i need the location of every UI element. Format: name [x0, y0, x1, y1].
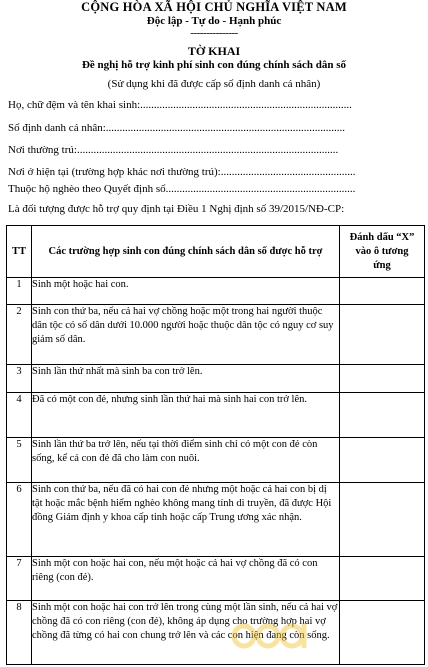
row-text: Sinh một con hoặc hai con trở lên trong cùng một lần sinh, nếu cả hai vợ chồng đã có con riêng (con đẻ), không áp dụng cho trường hợp hai vợ chồng đã từng có hai con chung trở lên và các con hiện đang còn sống.	[32, 601, 340, 665]
row-text: Đã có một con đẻ, nhưng sinh lần thứ hai mà sinh hai con trở lên.	[32, 393, 340, 438]
national-motto: Độc lập - Tự do - Hạnh phúc	[146, 15, 282, 27]
row-text: Sinh lần thứ nhất mà sinh ba con trở lên.	[32, 365, 340, 393]
national-name: CỘNG HÒA XÃ HỘI CHỦ NGHĨA VIỆT NAM	[81, 0, 347, 14]
row-number: 6	[7, 483, 32, 557]
table-row	[7, 557, 425, 601]
row-number: 7	[7, 557, 32, 601]
field-permanent-residence[interactable]	[8, 144, 422, 157]
table-row	[7, 365, 425, 393]
field-label: Họ, chữ đệm và tên khai sinh:	[8, 99, 141, 111]
mark-cell[interactable]	[340, 305, 425, 365]
eligibility-intro: Là đối tượng được hỗ trợ quy định tại Điều 1 Nghị định số 39/2015/NĐ-CP:	[8, 203, 345, 215]
row-text: Sinh con thứ ba, nếu đã có hai con đẻ nhưng một hoặc cả hai con bị dị tật hoặc mắc bệnh hiểm nghèo không mang tính di truyền, đã được Hội đồng Giám định y khoa cấp tỉnh hoặc cấp Trung ương xác nhận.	[32, 483, 340, 557]
mark-cell[interactable]	[340, 601, 425, 665]
table-row	[7, 393, 425, 438]
field-label: Số định danh cá nhân:	[8, 122, 106, 134]
table-row	[7, 438, 425, 483]
row-text: Sinh một con hoặc hai con, nếu một hoặc cả hai vợ chồng đã có con riêng (con đẻ).	[32, 557, 340, 601]
field-full-name[interactable]	[8, 99, 422, 112]
field-dots: ...............................................................................................	[76, 144, 339, 156]
form-subtitle: Đề nghị hỗ trợ kinh phí sinh con đúng chính sách dân số	[81, 59, 347, 71]
row-text: Sinh lần thứ ba trở lên, nếu tại thời điểm sinh chỉ có một con đẻ còn sống, kể cả con đẻ đã cho làm con nuôi.	[32, 438, 340, 483]
row-number: 1	[7, 278, 32, 305]
row-number: 3	[7, 365, 32, 393]
field-personal-id[interactable]	[8, 122, 422, 135]
field-dots: .............................................................................	[140, 99, 352, 111]
field-dots: .......................................................................................	[105, 122, 346, 134]
row-text: Sinh một hoặc hai con.	[32, 278, 340, 305]
field-dots: .....................................................................	[165, 183, 356, 195]
mark-cell[interactable]	[340, 393, 425, 438]
form-title: TỜ KHAI	[187, 44, 241, 58]
row-number: 4	[7, 393, 32, 438]
row-number: 2	[7, 305, 32, 365]
table-row	[7, 278, 425, 305]
table-row	[7, 483, 425, 557]
table-row	[7, 305, 425, 365]
field-dots: .................................................	[220, 166, 356, 178]
row-number: 8	[7, 601, 32, 665]
header-separator: ---------------	[190, 27, 238, 39]
header-tt: TT	[7, 226, 32, 278]
field-poor-household[interactable]	[8, 183, 422, 196]
header-cases: Các trường hợp sinh con đúng chính sách dân số được hỗ trợ	[32, 226, 340, 278]
field-label: Thuộc hộ nghèo theo Quyết định số	[8, 183, 166, 195]
row-number: 5	[7, 438, 32, 483]
field-current-residence[interactable]	[8, 166, 422, 179]
table-row	[7, 601, 425, 665]
mark-cell[interactable]	[340, 438, 425, 483]
mark-cell[interactable]	[340, 365, 425, 393]
field-label: Nơi ở hiện tại (trường hợp khác nơi thường trú):	[8, 166, 221, 178]
support-cases-table	[6, 225, 425, 665]
row-text: Sinh con thứ ba, nếu cả hai vợ chồng hoặc một trong hai người thuộc dân tộc có số dân dưới 10.000 người hoặc thuộc dân tộc có nguy cơ suy giảm số dân.	[32, 305, 340, 365]
table-header-row	[7, 226, 425, 278]
field-label: Nơi thường trú:	[8, 144, 77, 156]
mark-cell[interactable]	[340, 483, 425, 557]
header-mark: Đánh dấu “X” vào ô tương ứng	[340, 226, 425, 278]
mark-cell[interactable]	[340, 557, 425, 601]
mark-cell[interactable]	[340, 278, 425, 305]
usage-note: (Sử dụng khi đã được cấp số định danh cá nhân)	[107, 78, 321, 90]
